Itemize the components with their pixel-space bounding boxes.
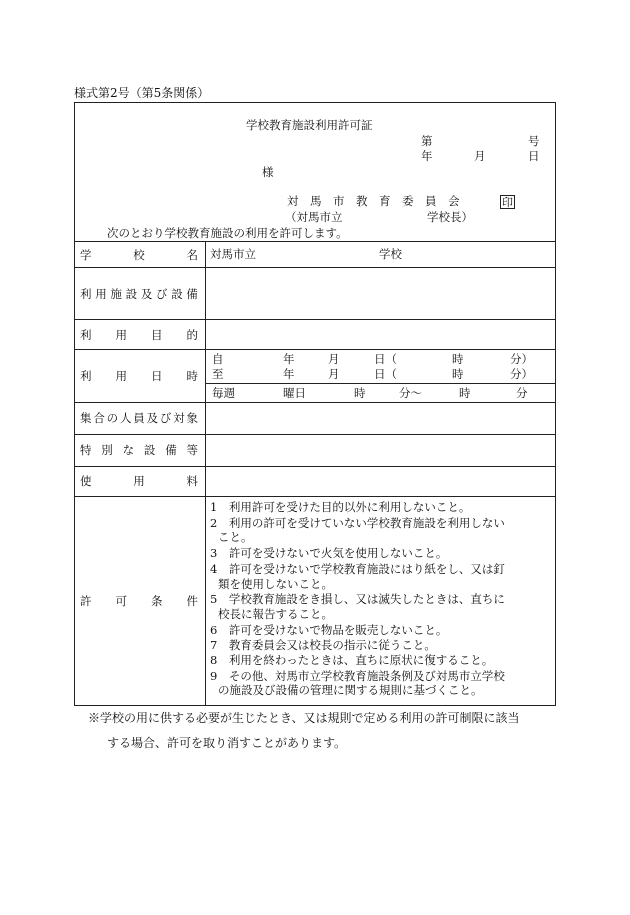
issuer-char: 育: [379, 194, 391, 208]
issuer-char: 市: [333, 194, 345, 208]
form-number: 様式第2号（第5条関係）: [74, 86, 210, 100]
row-divider: [74, 496, 556, 497]
issuer-alt-prefix: （対馬市立: [285, 210, 343, 224]
issuer-char: 員: [425, 194, 437, 208]
label-fee: 使 用 料: [80, 474, 198, 488]
condition-line: 4 許可を受けないで学校教育施設にはり紙をし、又は釘: [210, 562, 505, 576]
row-divider: [74, 319, 556, 320]
condition-line: 6 許可を受けないで物品を販売しないこと。: [210, 623, 448, 637]
label-facility-equipment: 利 用 施 設 及 び 設 備: [80, 287, 198, 301]
label-purpose: 利 用 目 的: [80, 328, 198, 342]
note-line-2: する場合、許可を取り消すことがあります。: [107, 736, 347, 750]
issuer-alt-suffix: 学校長）: [427, 210, 473, 224]
row-divider: [74, 434, 556, 435]
date-day: 日: [528, 149, 540, 163]
issuer-char: 委: [402, 194, 414, 208]
condition-line: 2 利用の許可を受けていない学校教育施設を利用しない: [210, 516, 505, 530]
condition-line: の施設及び設備の管理に関する規則に基づくこと。: [218, 683, 483, 697]
label-conditions: 許 可 条 件: [80, 594, 198, 608]
condition-line: 3 許可を受けないで火気を使用しないこと。: [210, 546, 448, 560]
condition-line: 8 利用を終わったときは、直ちに原状に復すること。: [210, 653, 494, 667]
seal-char: 印: [502, 196, 513, 209]
row-divider: [74, 466, 556, 467]
note-line-1: ※学校の用に供する必要が生じたとき、又は規則で定める利用の許可制限に該当: [88, 711, 520, 725]
issuer-char: 馬: [310, 194, 322, 208]
condition-line: 校長に報告すること。: [218, 607, 333, 621]
addressee-suffix: 様: [262, 165, 274, 179]
row-divider: [74, 241, 556, 242]
number-prefix: 第: [421, 134, 433, 148]
label-school-name: 学 校 名: [80, 248, 198, 262]
label-attendees: 集 合 の 人 員 及 び 対 象: [80, 411, 198, 425]
condition-line: 類を使用しないこと。: [218, 577, 333, 591]
condition-line: こと。: [218, 530, 253, 544]
school-value-prefix: 対馬市立: [210, 247, 256, 261]
intro-text: 次のとおり学校教育施設の利用を許可します。: [107, 226, 348, 240]
condition-line: 9 その他、対馬市立学校教育施設条例及び対馬市立学校: [210, 669, 505, 683]
certificate-title: 学校教育施設利用許可証: [246, 118, 373, 132]
date-month: 月: [474, 149, 486, 163]
school-value-suffix: 学校: [379, 247, 402, 261]
condition-line: 5 学校教育施設をき損し、又は滅失したときは、直ちに: [210, 592, 505, 606]
label-special-equipment: 特 別 な 設 備 等: [80, 443, 198, 457]
row-divider: [74, 402, 556, 403]
seal-box: [500, 195, 515, 209]
sub-row-divider: [205, 383, 556, 384]
condition-line: 7 教育委員会又は校長の指示に従うこと。: [210, 638, 436, 652]
number-suffix: 号: [528, 134, 540, 148]
condition-line: 1 利用許可を受けた目的以外に利用しないこと。: [210, 500, 471, 514]
row-divider: [74, 349, 556, 350]
column-divider: [205, 241, 206, 706]
issuer-char: 会: [448, 194, 460, 208]
label-datetime: 利 用 日 時: [80, 369, 198, 383]
issuer-char: 対: [287, 194, 299, 208]
date-year: 年: [421, 149, 433, 163]
issuer-char: 教: [356, 194, 368, 208]
row-divider: [74, 267, 556, 268]
